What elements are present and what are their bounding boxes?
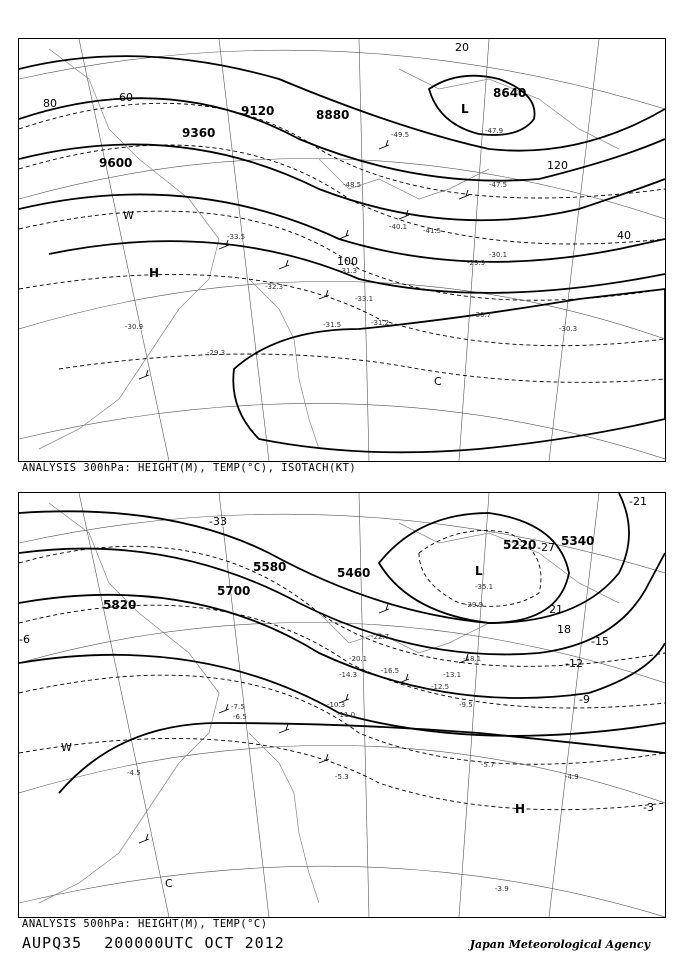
- isotach-label-20: 20: [455, 41, 469, 54]
- temp-station: -9.5: [459, 701, 473, 709]
- temp-station: -47.9: [485, 127, 504, 135]
- temp-station: -13.1: [443, 671, 462, 679]
- height-label-9360: 9360: [182, 126, 216, 140]
- temp-contour-label: -12: [565, 657, 583, 670]
- temp-station: -4.9: [565, 773, 579, 781]
- temp-station: -35.1: [475, 583, 494, 591]
- map-300hpa: [18, 38, 666, 462]
- low-center: L: [475, 564, 483, 578]
- cold-marker: C: [165, 877, 173, 890]
- isotach-label-100: 100: [337, 255, 358, 268]
- temp-contour-label: -9: [579, 693, 590, 706]
- height-label-5220: 5220: [503, 538, 537, 552]
- height-label-9120: 9120: [241, 104, 275, 118]
- product-code: AUPQ35: [22, 934, 83, 952]
- caption-500hpa: ANALYSIS 500hPa: HEIGHT(M), TEMP(°C): [22, 918, 268, 930]
- temp-station: -6.5: [233, 713, 247, 721]
- temp-station: -31.3: [339, 267, 358, 275]
- temp-station: -20.1: [349, 655, 368, 663]
- warm-marker: W: [61, 741, 72, 754]
- cold-marker: C: [434, 375, 442, 388]
- temp-station: -3.9: [495, 885, 509, 893]
- isotach-label-80: 80: [43, 97, 57, 110]
- height-label-5580: 5580: [253, 560, 287, 574]
- temp-station: -18.1: [463, 655, 482, 663]
- temp-contour-label: -3: [643, 801, 654, 814]
- temp-contour-label: -15: [591, 635, 609, 648]
- temp-station: -7.5: [231, 703, 245, 711]
- height-label-8880: 8880: [316, 108, 350, 122]
- temp-station: -4.5: [127, 769, 141, 777]
- temp-station: -10.3: [327, 701, 346, 709]
- height-label-8640: 8640: [493, 86, 527, 100]
- temp-contour-label: -27: [537, 541, 555, 554]
- temp-station: -22.7: [371, 633, 390, 641]
- agency-name: Japan Meteorological Agency: [469, 938, 650, 951]
- high-center-east: H: [515, 802, 526, 816]
- height-label-5820: 5820: [103, 598, 137, 612]
- temp-station: -14.3: [339, 671, 358, 679]
- temp-contour-label: 21: [549, 603, 563, 616]
- map-500hpa-canvas: [19, 493, 665, 917]
- temp-station: -47.5: [489, 181, 508, 189]
- station-temperatures: [127, 583, 579, 893]
- height-label-9600: 9600: [99, 156, 133, 170]
- analysis-datetime: 200000UTC OCT 2012: [104, 934, 285, 952]
- temp-station: -16.5: [381, 667, 400, 675]
- temp-station: -33.5: [227, 233, 246, 241]
- graticule: [19, 39, 665, 461]
- temp-station: -29.9: [467, 259, 486, 267]
- temp-station: -30.7: [473, 311, 492, 319]
- temp-station: -48.5: [343, 181, 362, 189]
- temp-contour-label: -21: [629, 495, 647, 508]
- temp-contour-label: 18: [557, 623, 571, 636]
- map-300hpa-canvas: [19, 39, 665, 461]
- temp-station: -49.5: [391, 131, 410, 139]
- temp-station: -40.1: [389, 223, 408, 231]
- isotach-label-60: 60: [119, 91, 133, 104]
- height-label-5700: 5700: [217, 584, 251, 598]
- temp-station: -41.5: [423, 227, 442, 235]
- height-label-5340: 5340: [561, 534, 595, 548]
- high-center-west: H: [149, 266, 160, 280]
- isotach-label-120: 120: [547, 159, 568, 172]
- isotach-label-40: 40: [617, 229, 631, 242]
- warm-marker: W: [123, 209, 134, 222]
- temp-contour-label: -6: [19, 633, 30, 646]
- height-label-5460: 5460: [337, 566, 371, 580]
- temp-station: -29.9: [465, 601, 484, 609]
- map-500hpa: [18, 492, 666, 918]
- temp-station: -33.1: [355, 295, 374, 303]
- chart-identifier: [22, 934, 307, 952]
- temp-station: -31.2: [371, 319, 390, 327]
- low-center: L: [461, 102, 469, 116]
- temp-station: -31.5: [323, 321, 342, 329]
- temp-contour-label: -33: [209, 515, 227, 528]
- temp-station: -32.3: [265, 283, 284, 291]
- temp-station: -11.0: [337, 711, 356, 719]
- temp-station: -30.1: [489, 251, 508, 259]
- temp-station: -5.7: [481, 761, 495, 769]
- temp-station: -12.5: [431, 683, 450, 691]
- caption-300hpa: ANALYSIS 300hPa: HEIGHT(M), TEMP(°C), ISOTACH(KT): [22, 462, 357, 474]
- temp-station: -29.3: [207, 349, 226, 357]
- temp-station: -30.3: [559, 325, 578, 333]
- temp-station: -30.9: [125, 323, 144, 331]
- temp-station: -5.3: [335, 773, 349, 781]
